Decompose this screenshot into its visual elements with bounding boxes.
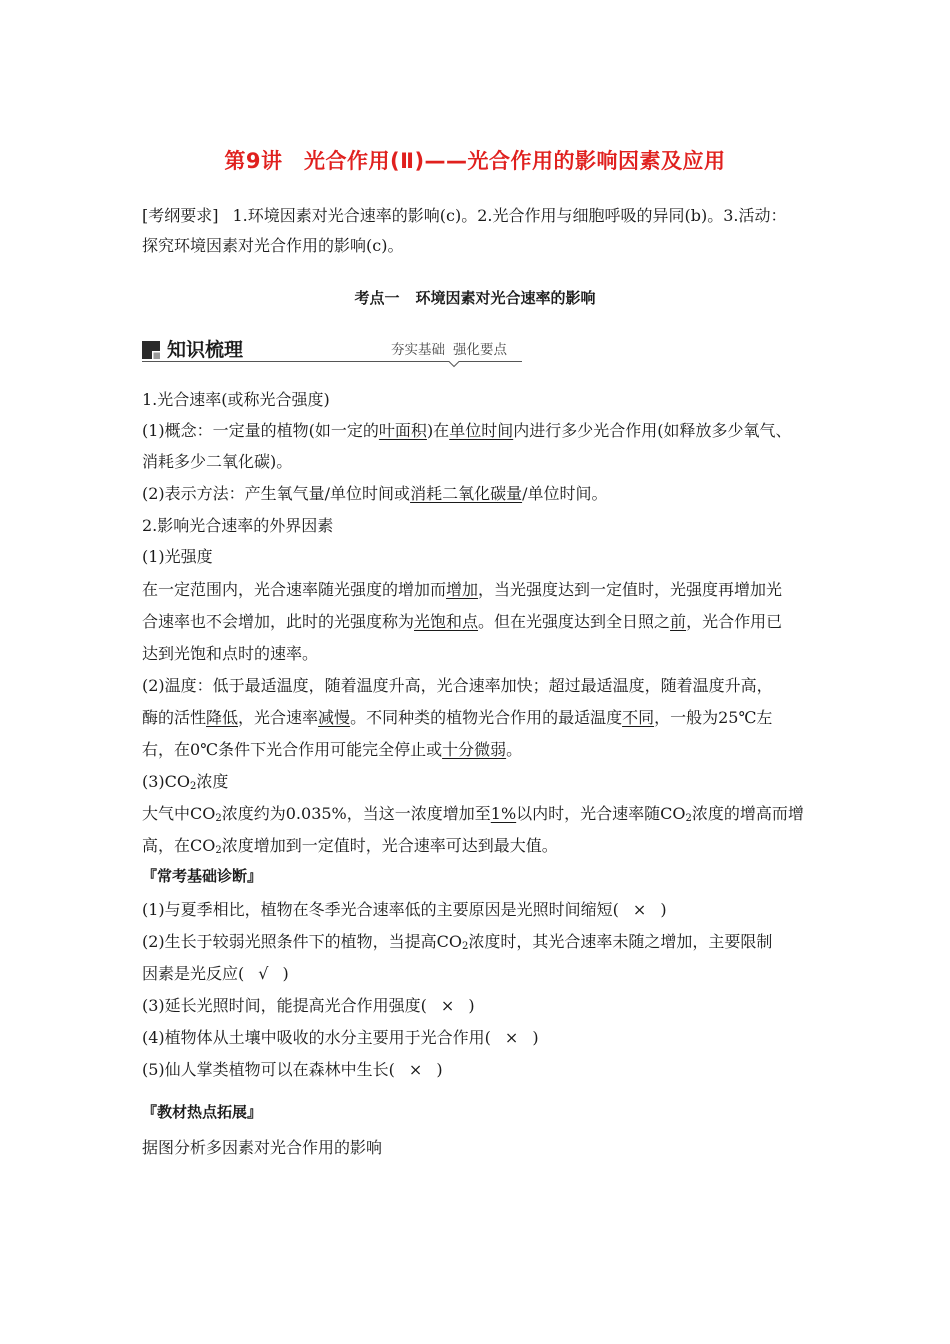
knowledge-header: [142, 336, 522, 368]
extension-title: 『教材热点拓展』: [142, 1103, 263, 1121]
requirements-line-1: [142, 206, 786, 226]
text: ，一般为25℃左: [654, 708, 773, 727]
text: 。但在光强度达到全日照之: [478, 612, 671, 631]
section-label: 考点一: [354, 289, 400, 307]
diagnosis-item-3: [142, 996, 475, 1016]
concept-line-1: [142, 421, 791, 441]
close-paren: ): [660, 900, 667, 919]
text: (2)表示方法：产生氧气量/单位时间或: [142, 484, 411, 503]
knowledge-square-icon: [142, 341, 160, 359]
text: 合速率也不会增加，此时的光强度称为: [142, 612, 415, 631]
text: 浓度增加到一定值时，光合速率可达到最大值。: [221, 836, 558, 855]
text: 大气中CO: [142, 804, 216, 823]
text: 浓度约为0.035%，当这一浓度增加至: [221, 804, 491, 823]
text: ，光合速率: [238, 708, 319, 727]
temp-line-2: [142, 708, 772, 728]
subscript: 2: [215, 845, 222, 856]
close-paren: ): [532, 1028, 539, 1047]
answer-blank: 单位时间: [449, 421, 514, 440]
knowledge-sub-1: 夯实基础: [391, 342, 445, 358]
co2-heading: [142, 772, 228, 797]
diagnosis-item-2-line-1: [142, 932, 772, 957]
close-paren: ): [436, 1060, 443, 1079]
requirements-line-2: 探究环境因素对光合作用的影响(c)。: [142, 236, 404, 255]
diagnosis-title: 『常考基础诊断』: [142, 867, 263, 885]
light-line-1: [142, 580, 782, 600]
question-text: (5)仙人掌类植物可以在森林中生长(: [142, 1060, 395, 1079]
text: 内进行多少光合作用(如释放多少氧气、: [513, 421, 792, 440]
section-heading: [0, 287, 950, 309]
light-line-2: [142, 612, 782, 632]
knowledge-title: 知识梳理: [167, 339, 244, 361]
subscript: 2: [685, 813, 692, 824]
temp-line-3: [142, 740, 522, 760]
close-paren: ): [282, 964, 289, 983]
question-text: 浓度时，其光合速率未随之增加，主要限制: [468, 932, 773, 951]
answer-mark: ×: [440, 996, 455, 1015]
knowledge-divider: [142, 360, 522, 368]
text: 浓度: [196, 772, 229, 791]
answer-blank: 光饱和点: [414, 612, 479, 631]
question-text: (4)植物体从土壤中吸收的水分主要用于光合作用(: [142, 1028, 491, 1047]
heading-rate: 1.光合速率(或称光合强度): [142, 390, 330, 409]
diagnosis-item-4: [142, 1028, 539, 1048]
subscript: 2: [215, 813, 222, 824]
page-title: 第9讲 光合作用(Ⅱ)——光合作用的影响因素及应用: [224, 149, 726, 173]
text: 在一定范围内，光合速率随光强度的增加而: [142, 580, 447, 599]
diagnosis-item-2-line-2: [142, 964, 289, 984]
text: ，当光强度达到一定值时，光强度再增加光: [478, 580, 783, 599]
subscript: 2: [190, 781, 197, 792]
answer-blank: 十分微弱: [442, 740, 507, 759]
text: 酶的活性: [142, 708, 207, 727]
answer-mark: ×: [408, 1060, 423, 1079]
answer-blank: 前: [670, 612, 687, 631]
answer-blank: 1%: [490, 804, 517, 823]
light-line-3: 达到光饱和点时的速率。: [142, 644, 319, 663]
text: 右，在0℃条件下光合作用可能完全停止或: [142, 740, 443, 759]
answer-mark: ×: [632, 900, 647, 919]
text: )在: [426, 421, 450, 440]
answer-blank: 不同: [622, 708, 655, 727]
extension-text: 据图分析多因素对光合作用的影响: [142, 1138, 383, 1157]
text: 。不同种类的植物光合作用的最适温度: [350, 708, 623, 727]
text: (3)CO: [142, 772, 191, 791]
answer-blank: 增加: [446, 580, 479, 599]
requirements-label: [考纲要求]: [142, 206, 219, 225]
light-heading: (1)光强度: [142, 547, 213, 566]
knowledge-sub-2: 强化要点: [453, 342, 507, 358]
answer-blank: 减慢: [318, 708, 351, 727]
text: /单位时间。: [522, 484, 608, 503]
answer-blank: 降低: [206, 708, 239, 727]
answer-mark: √: [258, 964, 269, 983]
subscript: 2: [462, 941, 469, 952]
method-line: [142, 484, 607, 504]
requirements-text-1: 1.环境因素对光合速率的影响(c)。2.光合作用与细胞呼吸的异同(b)。3.活动：: [232, 206, 787, 225]
co2-line-1: [142, 804, 804, 829]
close-paren: ): [468, 996, 475, 1015]
text: (1)概念：一定量的植物(如一定的: [142, 421, 379, 440]
answer-blank: 叶面积: [378, 421, 427, 440]
knowledge-subtitle: [391, 340, 507, 360]
heading-factors: 2.影响光合速率的外界因素: [142, 516, 334, 535]
question-text: 因素是光反应(: [142, 964, 245, 983]
answer-mark: ×: [504, 1028, 519, 1047]
answer-blank: 消耗二氧化碳量: [410, 484, 523, 503]
text: 。: [506, 740, 523, 759]
text: ，光合作用已: [686, 612, 783, 631]
question-text: (3)延长光照时间，能提高光合作用强度(: [142, 996, 427, 1015]
text: 以内时，光合速率随CO: [516, 804, 686, 823]
text: 浓度的增高而增: [691, 804, 804, 823]
temp-line-1: (2)温度：低于最适温度，随着温度升高，光合速率加快；超过最适温度，随着温度升高，: [142, 676, 773, 695]
question-text: (2)生长于较弱光照条件下的植物，当提高CO: [142, 932, 463, 951]
text: 高，在CO: [142, 836, 216, 855]
diagnosis-item-1: [142, 900, 667, 920]
co2-line-2: [142, 836, 558, 861]
section-title: 环境因素对光合速率的影响: [415, 289, 596, 307]
concept-line-2: 消耗多少二氧化碳)。: [142, 452, 293, 471]
question-text: (1)与夏季相比，植物在冬季光合速率低的主要原因是光照时间缩短(: [142, 900, 619, 919]
diagnosis-item-5: [142, 1060, 443, 1080]
